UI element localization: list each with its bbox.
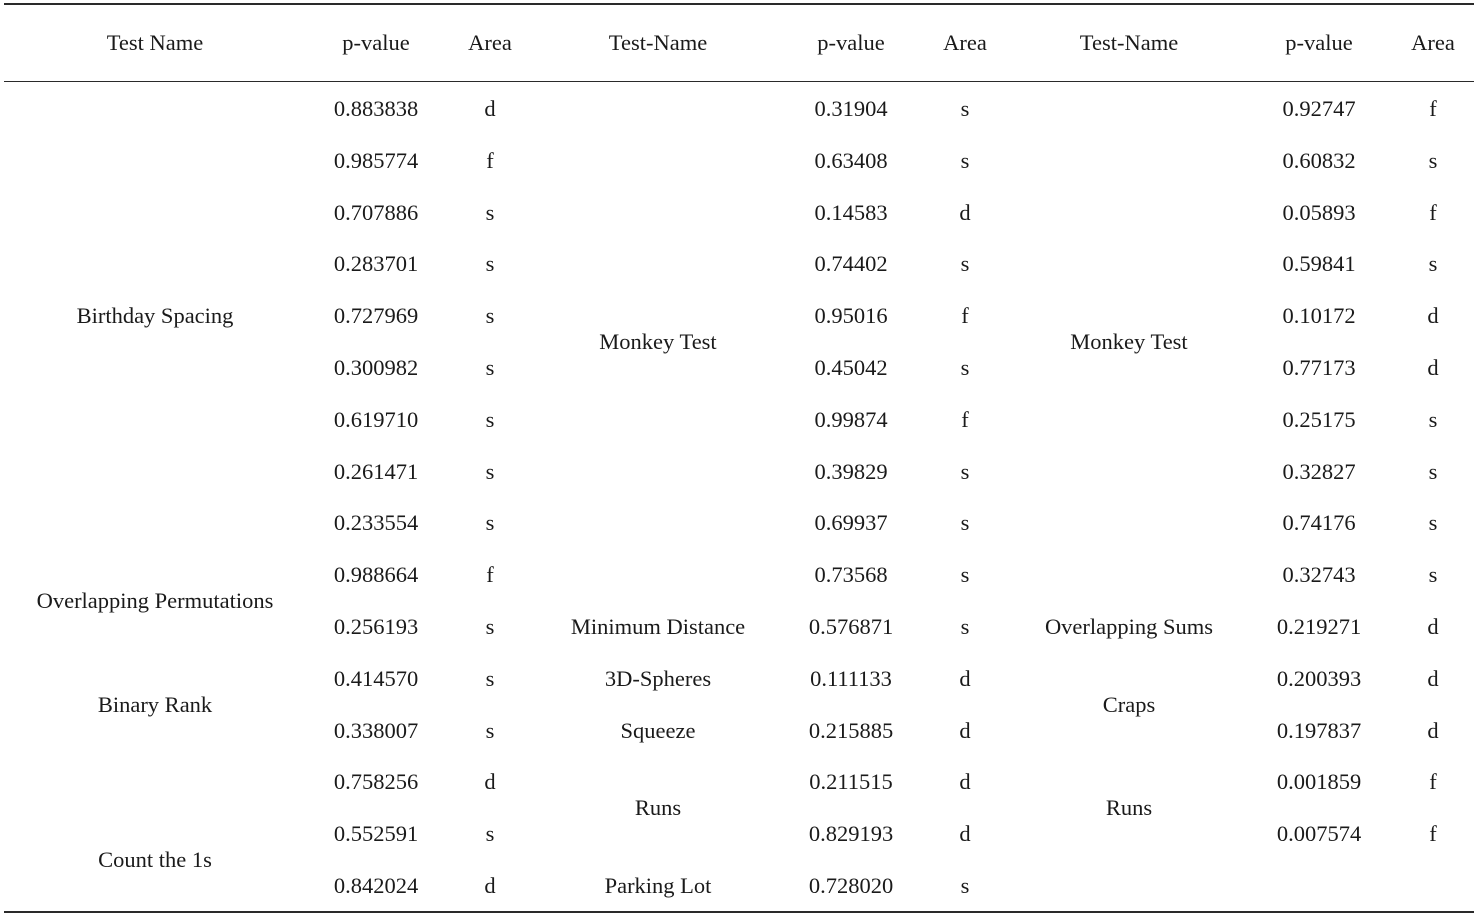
p-value-cell: 0.74402	[814, 251, 888, 277]
column-header: Area	[468, 30, 512, 55]
area-cell: s	[485, 614, 495, 639]
area-cell: s	[960, 147, 970, 173]
p-value-cell: 0.73568	[814, 562, 888, 588]
p-value-cell: 0.77173	[1282, 355, 1356, 380]
p-value-cell: 0.215885	[808, 717, 894, 743]
area-cell: d	[484, 96, 496, 121]
p-value-cell: 0.619710	[333, 406, 419, 432]
area-cell: s	[485, 665, 495, 691]
p-value-cell: 0.10172	[1282, 303, 1356, 329]
p-value-cell: 0.14583	[814, 199, 888, 225]
area-cell: f	[1429, 199, 1437, 225]
p-value-cell: 0.829193	[808, 821, 894, 847]
area-cell: s	[485, 717, 495, 743]
p-value-cell: 0.32743	[1282, 562, 1356, 588]
p-value-cell: 0.05893	[1282, 199, 1356, 225]
area-cell: d	[484, 769, 496, 795]
area-cell: s	[485, 199, 495, 225]
area-cell: s	[960, 96, 970, 121]
p-value-cell: 0.552591	[333, 821, 419, 847]
test-name-cell: Minimum Distance	[570, 614, 746, 639]
area-cell: d	[1427, 717, 1439, 743]
area-cell: s	[485, 406, 495, 432]
p-value-cell: 0.256193	[333, 614, 419, 639]
table-bottom-rule	[4, 911, 1474, 913]
area-cell: f	[1429, 821, 1437, 847]
p-value-cell: 0.197837	[1276, 717, 1362, 743]
area-cell: s	[1428, 458, 1438, 484]
test-name-cell: Overlapping Sums	[1044, 614, 1214, 639]
p-value-cell: 0.92747	[1282, 96, 1356, 121]
area-cell: s	[485, 510, 495, 536]
test-name-cell: Birthday Spacing	[76, 303, 234, 329]
test-name-cell: 3D-Spheres	[604, 665, 712, 691]
p-value-cell: 0.95016	[814, 303, 888, 329]
p-value-cell: 0.007574	[1276, 821, 1362, 847]
p-value-cell: 0.60832	[1282, 147, 1356, 173]
test-name-cell: Parking Lot	[604, 873, 712, 898]
area-cell: d	[1427, 303, 1439, 329]
test-name-cell: Binary Rank	[97, 691, 213, 717]
area-cell: f	[1429, 96, 1437, 121]
column-header: p-value	[1285, 30, 1353, 55]
p-value-cell: 0.728020	[808, 873, 894, 898]
test-name-cell: Runs	[1105, 795, 1153, 821]
p-value-cell: 0.261471	[333, 458, 419, 484]
area-cell: s	[960, 873, 970, 898]
p-value-cell: 0.32827	[1282, 458, 1356, 484]
area-cell: d	[959, 199, 971, 225]
p-value-cell: 0.63408	[814, 147, 888, 173]
p-value-cell: 0.338007	[333, 717, 419, 743]
area-cell: s	[485, 458, 495, 484]
area-cell: d	[1427, 614, 1439, 639]
column-header: p-value	[342, 30, 410, 55]
p-value-cell: 0.300982	[333, 355, 419, 380]
area-cell: d	[484, 873, 496, 898]
column-header: Area	[1411, 30, 1455, 55]
test-name-cell: Monkey Test	[1070, 329, 1188, 355]
p-value-cell: 0.001859	[1276, 769, 1362, 795]
area-cell: s	[1428, 510, 1438, 536]
header-rule	[4, 81, 1474, 82]
p-value-cell: 0.233554	[333, 510, 419, 536]
area-cell: d	[959, 665, 971, 691]
p-value-cell: 0.200393	[1276, 665, 1362, 691]
column-header: Area	[943, 30, 987, 55]
p-value-cell: 0.59841	[1282, 251, 1356, 277]
p-value-cell: 0.283701	[333, 251, 419, 277]
test-name-cell: Squeeze	[620, 717, 696, 743]
p-value-cell: 0.842024	[333, 873, 419, 898]
p-value-cell: 0.988664	[333, 562, 419, 588]
area-cell: s	[1428, 147, 1438, 173]
area-cell: f	[486, 562, 494, 588]
area-cell: d	[959, 821, 971, 847]
area-cell: s	[960, 251, 970, 277]
p-value-cell: 0.45042	[814, 355, 888, 380]
table-top-rule	[4, 3, 1474, 5]
test-name-cell: Runs	[634, 795, 682, 821]
area-cell: f	[1429, 769, 1437, 795]
p-value-cell: 0.758256	[333, 769, 419, 795]
area-cell: s	[1428, 251, 1438, 277]
p-value-cell: 0.99874	[814, 406, 888, 432]
area-cell: s	[485, 303, 495, 329]
area-cell: s	[485, 355, 495, 380]
p-value-cell: 0.25175	[1282, 406, 1356, 432]
column-header: p-value	[817, 30, 885, 55]
area-cell: s	[960, 355, 970, 380]
p-value-cell: 0.576871	[808, 614, 894, 639]
p-value-cell: 0.727969	[333, 303, 419, 329]
area-cell: f	[961, 406, 969, 432]
p-value-cell: 0.211515	[809, 769, 893, 795]
p-value-cell: 0.74176	[1282, 510, 1356, 536]
area-cell: s	[960, 562, 970, 588]
p-value-cell: 0.985774	[333, 147, 419, 173]
test-name-cell: Overlapping Permutations	[36, 588, 274, 614]
p-value-cell: 0.39829	[814, 458, 888, 484]
area-cell: d	[1427, 665, 1439, 691]
test-name-cell: Count the 1s	[98, 847, 212, 873]
p-value-cell: 0.111133	[810, 665, 892, 691]
p-value-cell: 0.69937	[814, 510, 888, 536]
test-name-cell: Monkey Test	[599, 329, 717, 355]
area-cell: s	[1428, 562, 1438, 588]
area-cell: f	[486, 147, 494, 173]
column-header: Test-Name	[1079, 30, 1179, 55]
test-name-cell: Craps	[1102, 691, 1156, 717]
p-value-cell: 0.883838	[333, 96, 419, 121]
p-value-cell: 0.414570	[333, 665, 419, 691]
area-cell: f	[961, 303, 969, 329]
area-cell: s	[1428, 406, 1438, 432]
area-cell: s	[960, 458, 970, 484]
area-cell: d	[959, 769, 971, 795]
p-value-cell: 0.707886	[333, 199, 419, 225]
area-cell: d	[959, 717, 971, 743]
area-cell: s	[485, 251, 495, 277]
area-cell: s	[960, 510, 970, 536]
column-header: Test-Name	[608, 30, 708, 55]
area-cell: s	[960, 614, 970, 639]
area-cell: d	[1427, 355, 1439, 380]
p-value-cell: 0.219271	[1276, 614, 1362, 639]
p-value-cell: 0.31904	[814, 96, 888, 121]
area-cell: s	[485, 821, 495, 847]
column-header: Test Name	[106, 30, 204, 55]
